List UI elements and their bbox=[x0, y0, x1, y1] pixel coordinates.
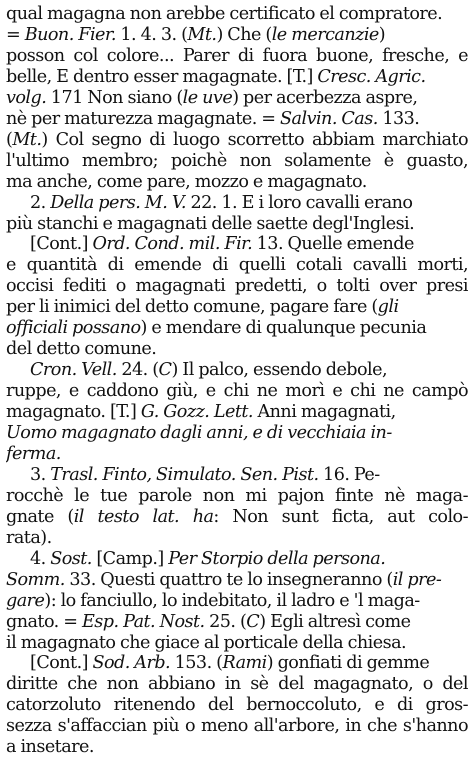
text-segment: ( bbox=[6, 129, 13, 150]
text-segment: [Cont.] bbox=[30, 653, 93, 674]
italic-segment: volg. bbox=[6, 87, 47, 108]
text-segment: ruppe, e caddono giù, e chi ne morì e chi ne campò bbox=[6, 381, 468, 402]
text-segment: 25. ( bbox=[204, 611, 247, 632]
text-segment: ) bbox=[378, 24, 386, 45]
text-segment: 3. bbox=[30, 464, 51, 485]
italic-segment: Uomo magagnato dagli anni, e di vecchiaia in- bbox=[6, 423, 392, 443]
text-segment: 133. bbox=[377, 108, 420, 129]
text-segment: Anni magagnati, bbox=[252, 402, 396, 423]
text-segment: [Camp.] bbox=[91, 548, 169, 569]
italic-segment: C bbox=[158, 360, 172, 381]
text-segment: ) Il palco, essendo debole, bbox=[171, 360, 388, 381]
text-segment: ) per acerbezza aspre, bbox=[232, 87, 418, 108]
italic-segment: C bbox=[246, 611, 260, 632]
text-segment: ) gonfiati di gemme bbox=[266, 653, 430, 674]
text-segment: ) Egli altresì come bbox=[259, 611, 411, 632]
text-segment: più stanchi e magagnati delle saette degl'Inglesi. bbox=[6, 213, 415, 234]
text-segment: 1. 4. 3. ( bbox=[115, 24, 188, 45]
text-segment: 16. Pe- bbox=[318, 464, 380, 485]
text-segment: occisi fediti o magagnati predetti, o tolti over presi bbox=[6, 276, 468, 297]
text-segment: a insetare. bbox=[6, 737, 94, 758]
text-segment: : Non sunt ficta, aut colo- bbox=[213, 506, 468, 527]
text-segment: il magagnato che giace al porticale della chiesa. bbox=[6, 632, 407, 653]
text-segment: gnate ( bbox=[6, 506, 74, 527]
italic-segment: Esp. Pat. Nost. bbox=[82, 611, 205, 632]
italic-segment: ferma. bbox=[6, 443, 61, 464]
text-segment: ) Che ( bbox=[216, 24, 272, 45]
text-segment: 4. bbox=[30, 548, 51, 569]
text-segment: belle, E dentro esser magagnate. [T.] bbox=[6, 66, 318, 87]
text-segment: ma anche, come pare, mozzo e magagnato. bbox=[6, 171, 367, 192]
text-segment: 33. Questi quattro te lo insegneranno ( bbox=[64, 569, 393, 590]
italic-segment: officiali possano bbox=[6, 318, 141, 339]
italic-segment: G. Gozz. Lett. bbox=[140, 402, 253, 423]
text-segment: qual magagna non arebbe certificato el compratore. bbox=[6, 4, 443, 24]
italic-segment: il testo lat. ha bbox=[73, 506, 214, 527]
text-segment: per li inimici del detto comune, pagare fare ( bbox=[6, 297, 378, 318]
text-segment: rocchè le tue parole non mi pajon finte nè maga- bbox=[6, 485, 468, 506]
italic-segment: Sod. Arb. bbox=[92, 653, 171, 674]
text-segment: = bbox=[6, 24, 25, 45]
text-segment: [Cont.] bbox=[30, 234, 93, 255]
text-segment: 153. ( bbox=[170, 653, 223, 674]
italic-segment: Cron. Vell. bbox=[30, 360, 117, 381]
italic-segment: gare bbox=[6, 590, 45, 611]
italic-segment: Cresc. Agric. bbox=[317, 66, 426, 87]
text-segment: 13. Quelle emende bbox=[252, 234, 414, 255]
italic-segment: Della pers. M. V. bbox=[50, 192, 186, 213]
italic-segment: Per Storpio della persona. bbox=[168, 548, 386, 569]
text-segment: ) Col segno di luogo scorretto abbiam marchiato bbox=[41, 129, 468, 150]
text-segment: 22. 1. E i loro cavalli erano bbox=[185, 192, 413, 213]
italic-segment: Buon. Fier. bbox=[24, 24, 116, 45]
text-segment: gnato. = bbox=[6, 611, 83, 632]
italic-segment: Rami bbox=[222, 653, 267, 674]
italic-segment: Ord. Cond. mil. Fir. bbox=[92, 234, 253, 255]
text-segment: del detto comune. bbox=[6, 339, 157, 360]
italic-segment: Somm. bbox=[6, 569, 65, 590]
text-segment: posson col colore... Parer di fuora buone, fresche, e bbox=[6, 45, 468, 66]
text-segment: magagnato. [T.] bbox=[6, 402, 141, 423]
italic-segment: le mercanzie bbox=[271, 24, 379, 45]
text-segment: l'ultimo membro; poichè non solamente è guasto, bbox=[6, 150, 468, 171]
text-segment: e quantità di emende di quelli cotali cavalli morti, bbox=[6, 255, 468, 276]
text-segment: ): lo fanciullo, lo indebitato, il ladro e 'l maga- bbox=[44, 590, 420, 611]
text-segment: 24. ( bbox=[116, 360, 159, 381]
italic-segment: Sost. bbox=[50, 548, 92, 569]
text-segment: rata). bbox=[6, 527, 52, 548]
italic-segment: Mt. bbox=[187, 24, 217, 45]
italic-segment: Mt. bbox=[12, 129, 42, 150]
italic-segment: gli bbox=[377, 297, 399, 318]
text-line bbox=[6, 734, 468, 760]
italic-segment: Salvin. Cas. bbox=[280, 108, 378, 129]
text-segment: diritte che non abbiano in sè del magagnato, o del bbox=[6, 674, 468, 695]
text-segment: nè per maturezza magagnate. = bbox=[6, 108, 281, 129]
text-segment: sezza s'affaccian più o meno all'arbore, in che s'hanno bbox=[6, 716, 468, 737]
text-segment: ) e mendare di qualunque pecunia bbox=[140, 318, 427, 339]
italic-segment: Trasl. Finto, Simulato. Sen. Pist. bbox=[50, 464, 319, 485]
italic-segment: il pre- bbox=[392, 569, 442, 590]
text-segment: 171 Non siano ( bbox=[46, 87, 183, 108]
text-segment: catorzoluto ritenendo del bernoccoluto, e di gros- bbox=[6, 695, 468, 716]
italic-segment: le uve bbox=[182, 87, 233, 108]
text-segment: 2. bbox=[30, 192, 51, 213]
